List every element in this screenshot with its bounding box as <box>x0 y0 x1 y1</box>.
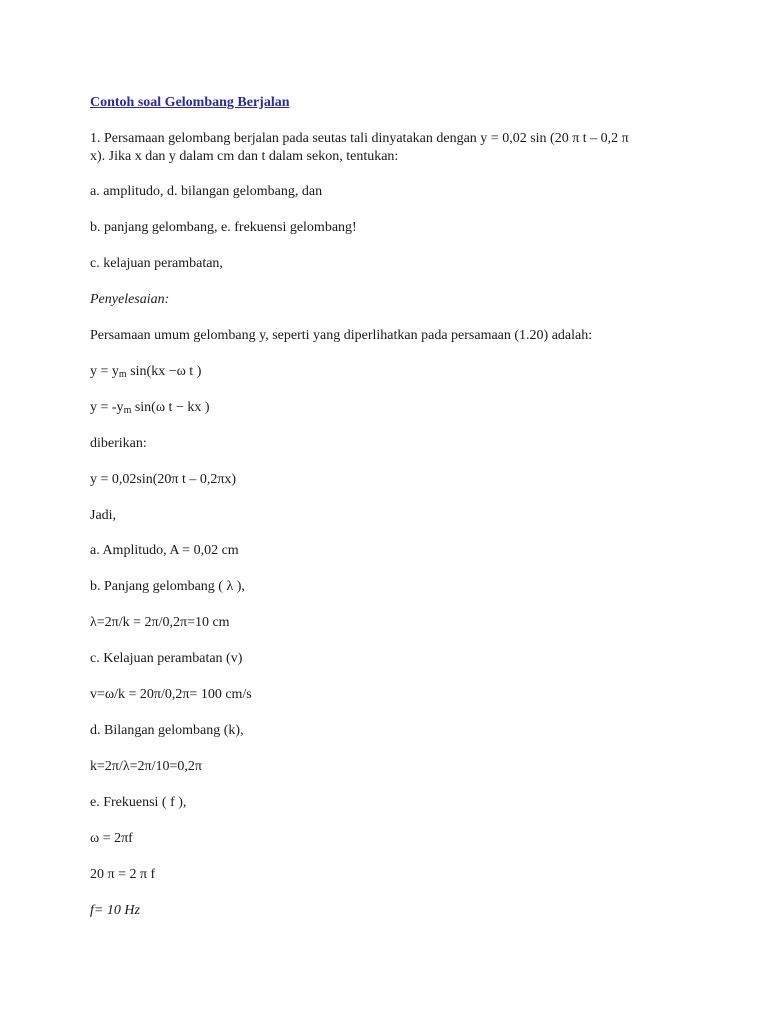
problem-line-2: x). Jika x dan y dalam cm dan t dalam sekon, tentukan: <box>90 149 399 164</box>
answer-speed-calc: v=ω/k = 20π/0,2π= 100 cm/s <box>90 687 252 702</box>
problem-line-1: 1. Persamaan gelombang berjalan pada seutas tali dinyatakan dengan y = 0,02 sin (20 π t – 0,2 π <box>90 131 629 146</box>
equation-1-post: sin(kx −ω t ) <box>126 364 202 379</box>
general-equation-text: Persamaan umum gelombang y, seperti yang diperlihatkan pada persamaan (1.20) adalah: <box>90 328 593 343</box>
given-equation: y = 0,02sin(20π t – 0,2πx) <box>90 472 237 487</box>
document-title[interactable]: Contoh soal Gelombang Berjalan <box>90 95 290 110</box>
item-c: c. kelajuan perambatan, <box>90 256 223 271</box>
answer-wavelength-calc: λ=2π/k = 2π/0,2π=10 cm <box>90 615 230 630</box>
item-a-d: a. amplitudo, d. bilangan gelombang, dan <box>90 184 323 199</box>
answer-wavelength-label: b. Panjang gelombang ( λ ), <box>90 579 245 594</box>
solution-label: Penyelesaian: <box>90 292 170 307</box>
equation-1 <box>90 363 201 384</box>
answer-speed-label: c. Kelajuan perambatan (v) <box>90 651 243 666</box>
answer-frequency-eq2: 20 π = 2 π f <box>90 867 156 882</box>
answer-frequency-result: f= 10 Hz <box>90 903 140 918</box>
answer-frequency-eq1: ω = 2πf <box>90 831 133 846</box>
answer-wavenumber-calc: k=2π/λ=2π/10=0,2π <box>90 759 202 774</box>
equation-2-sub: m <box>123 405 132 416</box>
equation-1-pre: y = y <box>90 364 119 379</box>
so-label: Jadi, <box>90 508 117 523</box>
given-label: diberikan: <box>90 436 147 451</box>
equation-2-pre: y = -y <box>90 400 124 415</box>
equation-2 <box>90 399 210 420</box>
answer-wavenumber-label: d. Bilangan gelombang (k), <box>90 723 244 738</box>
answer-amplitude: a. Amplitudo, A = 0,02 cm <box>90 543 239 558</box>
item-b-e: b. panjang gelombang, e. frekuensi gelombang! <box>90 220 357 235</box>
equation-1-sub: m <box>118 369 127 380</box>
answer-frequency-label: e. Frekuensi ( f ), <box>90 795 187 810</box>
equation-2-post: sin(ω t − kx ) <box>131 400 210 415</box>
